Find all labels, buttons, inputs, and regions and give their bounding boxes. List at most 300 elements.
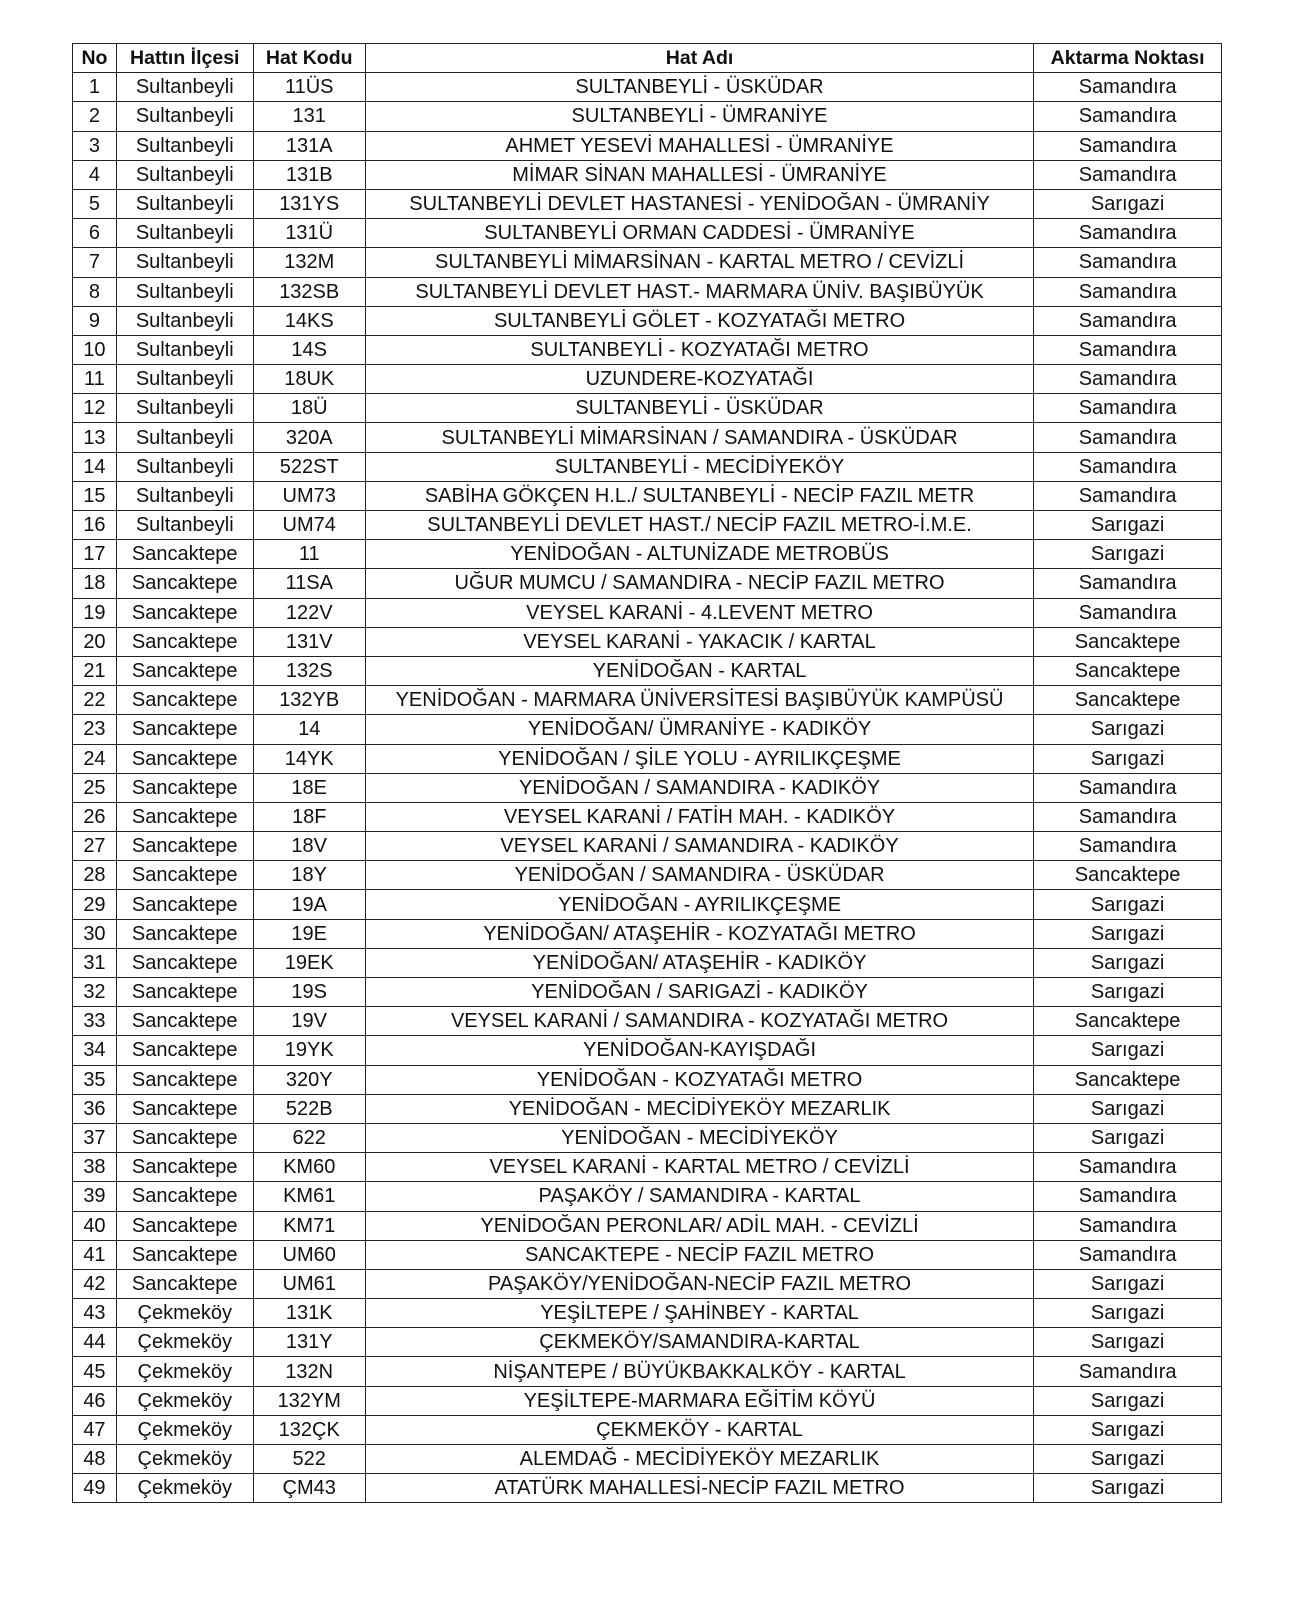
cell-line-code: 131Ü bbox=[253, 219, 365, 248]
table-row bbox=[73, 861, 1222, 890]
cell-line-name: YENİDOĞAN - MECİDİYEKÖY MEZARLIK bbox=[365, 1094, 1033, 1123]
cell-transfer-point: Sarıgazi bbox=[1034, 189, 1222, 218]
cell-district: Sancaktepe bbox=[116, 686, 253, 715]
cell-no: 45 bbox=[73, 1357, 117, 1386]
header-transfer-point: Aktarma Noktası bbox=[1034, 44, 1222, 73]
cell-district: Sultanbeyli bbox=[116, 365, 253, 394]
cell-district: Sultanbeyli bbox=[116, 160, 253, 189]
cell-no: 31 bbox=[73, 948, 117, 977]
cell-transfer-point: Sancaktepe bbox=[1034, 686, 1222, 715]
cell-line-name: YENİDOĞAN-KAYIŞDAĞI bbox=[365, 1036, 1033, 1065]
cell-transfer-point: Sarıgazi bbox=[1034, 1328, 1222, 1357]
table-row bbox=[73, 890, 1222, 919]
table-row bbox=[73, 335, 1222, 364]
cell-district: Sultanbeyli bbox=[116, 511, 253, 540]
cell-transfer-point: Samandıra bbox=[1034, 248, 1222, 277]
cell-line-name: YENİDOĞAN - AYRILIKÇEŞME bbox=[365, 890, 1033, 919]
cell-no: 47 bbox=[73, 1415, 117, 1444]
cell-district: Sancaktepe bbox=[116, 1269, 253, 1298]
cell-transfer-point: Sancaktepe bbox=[1034, 656, 1222, 685]
table-header-row bbox=[73, 44, 1222, 73]
cell-transfer-point: Sarıgazi bbox=[1034, 948, 1222, 977]
cell-line-name: VEYSEL KARANİ - 4.LEVENT METRO bbox=[365, 598, 1033, 627]
cell-line-name: SABİHA GÖKÇEN H.L./ SULTANBEYLİ - NECİP FAZIL METR bbox=[365, 481, 1033, 510]
cell-line-code: 18Ü bbox=[253, 394, 365, 423]
cell-line-name: VEYSEL KARANİ - KARTAL METRO / CEVİZLİ bbox=[365, 1153, 1033, 1182]
cell-district: Sancaktepe bbox=[116, 1153, 253, 1182]
cell-line-name: SULTANBEYLİ - ÜSKÜDAR bbox=[365, 394, 1033, 423]
cell-line-name: YEŞİLTEPE-MARMARA EĞİTİM KÖYÜ bbox=[365, 1386, 1033, 1415]
cell-line-name: PAŞAKÖY/YENİDOĞAN-NECİP FAZIL METRO bbox=[365, 1269, 1033, 1298]
cell-transfer-point: Samandıra bbox=[1034, 569, 1222, 598]
cell-no: 40 bbox=[73, 1211, 117, 1240]
cell-district: Sancaktepe bbox=[116, 715, 253, 744]
cell-line-name: YENİDOĞAN PERONLAR/ ADİL MAH. - CEVİZLİ bbox=[365, 1211, 1033, 1240]
cell-line-name: YENİDOĞAN - KARTAL bbox=[365, 656, 1033, 685]
cell-line-code: UM61 bbox=[253, 1269, 365, 1298]
cell-transfer-point: Sarıgazi bbox=[1034, 715, 1222, 744]
table-row bbox=[73, 686, 1222, 715]
cell-line-name: YENİDOĞAN - MECİDİYEKÖY bbox=[365, 1123, 1033, 1152]
table-row bbox=[73, 1269, 1222, 1298]
cell-transfer-point: Sancaktepe bbox=[1034, 861, 1222, 890]
cell-line-code: 18E bbox=[253, 773, 365, 802]
cell-line-code: 522 bbox=[253, 1445, 365, 1474]
cell-district: Sancaktepe bbox=[116, 569, 253, 598]
cell-line-code: 14S bbox=[253, 335, 365, 364]
cell-no: 35 bbox=[73, 1065, 117, 1094]
cell-no: 19 bbox=[73, 598, 117, 627]
table-row bbox=[73, 160, 1222, 189]
cell-line-code: 18UK bbox=[253, 365, 365, 394]
cell-district: Sancaktepe bbox=[116, 832, 253, 861]
cell-district: Sancaktepe bbox=[116, 1036, 253, 1065]
cell-transfer-point: Samandıra bbox=[1034, 1240, 1222, 1269]
cell-line-name: YENİDOĞAN/ ATAŞEHİR - KOZYATAĞI METRO bbox=[365, 919, 1033, 948]
table-body bbox=[73, 73, 1222, 1503]
cell-transfer-point: Samandıra bbox=[1034, 394, 1222, 423]
table-row bbox=[73, 598, 1222, 627]
cell-line-name: VEYSEL KARANİ / FATİH MAH. - KADIKÖY bbox=[365, 802, 1033, 831]
cell-no: 11 bbox=[73, 365, 117, 394]
cell-line-code: 132YB bbox=[253, 686, 365, 715]
cell-line-name: PAŞAKÖY / SAMANDIRA - KARTAL bbox=[365, 1182, 1033, 1211]
cell-line-code: 131V bbox=[253, 627, 365, 656]
cell-no: 10 bbox=[73, 335, 117, 364]
cell-line-name: NİŞANTEPE / BÜYÜKBAKKALKÖY - KARTAL bbox=[365, 1357, 1033, 1386]
cell-line-code: KM60 bbox=[253, 1153, 365, 1182]
cell-no: 16 bbox=[73, 511, 117, 540]
cell-transfer-point: Sarıgazi bbox=[1034, 890, 1222, 919]
cell-district: Çekmeköy bbox=[116, 1357, 253, 1386]
cell-line-code: 14KS bbox=[253, 306, 365, 335]
table-row bbox=[73, 306, 1222, 335]
cell-transfer-point: Sarıgazi bbox=[1034, 744, 1222, 773]
table-row bbox=[73, 656, 1222, 685]
cell-line-name: ALEMDAĞ - MECİDİYEKÖY MEZARLIK bbox=[365, 1445, 1033, 1474]
cell-district: Sancaktepe bbox=[116, 861, 253, 890]
cell-no: 18 bbox=[73, 569, 117, 598]
cell-district: Çekmeköy bbox=[116, 1386, 253, 1415]
cell-district: Çekmeköy bbox=[116, 1445, 253, 1474]
cell-transfer-point: Samandıra bbox=[1034, 802, 1222, 831]
table-row bbox=[73, 627, 1222, 656]
cell-line-code: 19EK bbox=[253, 948, 365, 977]
table-row bbox=[73, 1415, 1222, 1444]
cell-no: 37 bbox=[73, 1123, 117, 1152]
cell-line-name: VEYSEL KARANİ - YAKACIK / KARTAL bbox=[365, 627, 1033, 656]
cell-line-name: SULTANBEYLİ - KOZYATAĞI METRO bbox=[365, 335, 1033, 364]
cell-transfer-point: Samandıra bbox=[1034, 1182, 1222, 1211]
cell-district: Sancaktepe bbox=[116, 1211, 253, 1240]
table-row bbox=[73, 394, 1222, 423]
cell-line-name: VEYSEL KARANİ / SAMANDIRA - KOZYATAĞI METRO bbox=[365, 1007, 1033, 1036]
table-row bbox=[73, 189, 1222, 218]
cell-no: 13 bbox=[73, 423, 117, 452]
cell-line-name: MİMAR SİNAN MAHALLESİ - ÜMRANİYE bbox=[365, 160, 1033, 189]
cell-line-code: 131A bbox=[253, 131, 365, 160]
cell-line-code: 18Y bbox=[253, 861, 365, 890]
cell-no: 49 bbox=[73, 1474, 117, 1503]
cell-transfer-point: Samandıra bbox=[1034, 73, 1222, 102]
cell-line-name: SULTANBEYLİ GÖLET - KOZYATAĞI METRO bbox=[365, 306, 1033, 335]
table-row bbox=[73, 919, 1222, 948]
cell-district: Çekmeköy bbox=[116, 1474, 253, 1503]
cell-line-code: 132ÇK bbox=[253, 1415, 365, 1444]
cell-line-code: 131B bbox=[253, 160, 365, 189]
cell-transfer-point: Samandıra bbox=[1034, 452, 1222, 481]
cell-no: 48 bbox=[73, 1445, 117, 1474]
cell-transfer-point: Sarıgazi bbox=[1034, 1299, 1222, 1328]
cell-no: 38 bbox=[73, 1153, 117, 1182]
cell-transfer-point: Sarıgazi bbox=[1034, 1269, 1222, 1298]
cell-no: 23 bbox=[73, 715, 117, 744]
cell-district: Sultanbeyli bbox=[116, 394, 253, 423]
cell-district: Sancaktepe bbox=[116, 773, 253, 802]
cell-transfer-point: Sancaktepe bbox=[1034, 1007, 1222, 1036]
cell-transfer-point: Samandıra bbox=[1034, 1153, 1222, 1182]
cell-line-code: 622 bbox=[253, 1123, 365, 1152]
cell-no: 2 bbox=[73, 102, 117, 131]
cell-line-code: 131K bbox=[253, 1299, 365, 1328]
cell-line-code: 11SA bbox=[253, 569, 365, 598]
cell-district: Sultanbeyli bbox=[116, 73, 253, 102]
cell-no: 46 bbox=[73, 1386, 117, 1415]
cell-line-name: YEŞİLTEPE / ŞAHİNBEY - KARTAL bbox=[365, 1299, 1033, 1328]
cell-district: Sancaktepe bbox=[116, 744, 253, 773]
header-district: Hattın İlçesi bbox=[116, 44, 253, 73]
table-row bbox=[73, 511, 1222, 540]
cell-no: 22 bbox=[73, 686, 117, 715]
cell-transfer-point: Samandıra bbox=[1034, 306, 1222, 335]
cell-transfer-point: Sancaktepe bbox=[1034, 1065, 1222, 1094]
table-row bbox=[73, 1328, 1222, 1357]
cell-transfer-point: Sarıgazi bbox=[1034, 1386, 1222, 1415]
cell-line-name: YENİDOĞAN - MARMARA ÜNİVERSİTESİ BAŞIBÜYÜK KAMPÜSÜ bbox=[365, 686, 1033, 715]
cell-line-code: 131YS bbox=[253, 189, 365, 218]
cell-district: Sultanbeyli bbox=[116, 189, 253, 218]
cell-no: 28 bbox=[73, 861, 117, 890]
cell-line-code: KM61 bbox=[253, 1182, 365, 1211]
table-row bbox=[73, 1474, 1222, 1503]
table-row bbox=[73, 773, 1222, 802]
cell-no: 4 bbox=[73, 160, 117, 189]
bus-lines-table bbox=[72, 43, 1222, 1503]
cell-transfer-point: Sarıgazi bbox=[1034, 1036, 1222, 1065]
cell-district: Sultanbeyli bbox=[116, 277, 253, 306]
cell-transfer-point: Sarıgazi bbox=[1034, 1445, 1222, 1474]
cell-transfer-point: Samandıra bbox=[1034, 365, 1222, 394]
cell-line-code: 320Y bbox=[253, 1065, 365, 1094]
cell-no: 39 bbox=[73, 1182, 117, 1211]
cell-transfer-point: Samandıra bbox=[1034, 277, 1222, 306]
cell-line-code: 14 bbox=[253, 715, 365, 744]
cell-transfer-point: Sarıgazi bbox=[1034, 1474, 1222, 1503]
table-row bbox=[73, 452, 1222, 481]
cell-no: 44 bbox=[73, 1328, 117, 1357]
cell-line-name: YENİDOĞAN - KOZYATAĞI METRO bbox=[365, 1065, 1033, 1094]
table-row bbox=[73, 1299, 1222, 1328]
cell-line-name: YENİDOĞAN/ ATAŞEHİR - KADIKÖY bbox=[365, 948, 1033, 977]
cell-district: Sancaktepe bbox=[116, 978, 253, 1007]
cell-line-code: 18V bbox=[253, 832, 365, 861]
cell-no: 25 bbox=[73, 773, 117, 802]
cell-transfer-point: Sarıgazi bbox=[1034, 511, 1222, 540]
cell-line-code: 122V bbox=[253, 598, 365, 627]
cell-district: Sultanbeyli bbox=[116, 335, 253, 364]
header-line-name: Hat Adı bbox=[365, 44, 1033, 73]
cell-line-code: 132S bbox=[253, 656, 365, 685]
cell-line-code: 132N bbox=[253, 1357, 365, 1386]
cell-line-code: 522B bbox=[253, 1094, 365, 1123]
table-row bbox=[73, 832, 1222, 861]
cell-no: 32 bbox=[73, 978, 117, 1007]
cell-district: Sancaktepe bbox=[116, 1123, 253, 1152]
cell-line-code: 19S bbox=[253, 978, 365, 1007]
cell-line-code: 522ST bbox=[253, 452, 365, 481]
cell-no: 15 bbox=[73, 481, 117, 510]
cell-line-code: 131 bbox=[253, 102, 365, 131]
cell-no: 17 bbox=[73, 540, 117, 569]
cell-transfer-point: Samandıra bbox=[1034, 598, 1222, 627]
table-row bbox=[73, 1153, 1222, 1182]
cell-line-name: SULTANBEYLİ - ÜMRANİYE bbox=[365, 102, 1033, 131]
cell-district: Çekmeköy bbox=[116, 1299, 253, 1328]
table-row bbox=[73, 978, 1222, 1007]
cell-line-code: 11 bbox=[253, 540, 365, 569]
cell-line-code: 14YK bbox=[253, 744, 365, 773]
cell-no: 42 bbox=[73, 1269, 117, 1298]
cell-line-code: 132YM bbox=[253, 1386, 365, 1415]
cell-line-name: SULTANBEYLİ - MECİDİYEKÖY bbox=[365, 452, 1033, 481]
cell-line-code: 320A bbox=[253, 423, 365, 452]
cell-no: 1 bbox=[73, 73, 117, 102]
cell-line-code: ÇM43 bbox=[253, 1474, 365, 1503]
table-row bbox=[73, 1094, 1222, 1123]
table-row bbox=[73, 1123, 1222, 1152]
cell-line-name: YENİDOĞAN/ ÜMRANİYE - KADIKÖY bbox=[365, 715, 1033, 744]
cell-line-name: UZUNDERE-KOZYATAĞI bbox=[365, 365, 1033, 394]
table-row bbox=[73, 277, 1222, 306]
cell-no: 3 bbox=[73, 131, 117, 160]
cell-transfer-point: Samandıra bbox=[1034, 423, 1222, 452]
cell-line-name: UĞUR MUMCU / SAMANDIRA - NECİP FAZIL METRO bbox=[365, 569, 1033, 598]
table-row bbox=[73, 219, 1222, 248]
table-row bbox=[73, 423, 1222, 452]
table-row bbox=[73, 365, 1222, 394]
cell-no: 8 bbox=[73, 277, 117, 306]
cell-line-code: 18F bbox=[253, 802, 365, 831]
cell-transfer-point: Sancaktepe bbox=[1034, 627, 1222, 656]
table-row bbox=[73, 1007, 1222, 1036]
cell-district: Sultanbeyli bbox=[116, 481, 253, 510]
cell-line-code: 19E bbox=[253, 919, 365, 948]
table-row bbox=[73, 802, 1222, 831]
cell-no: 36 bbox=[73, 1094, 117, 1123]
cell-district: Sultanbeyli bbox=[116, 306, 253, 335]
cell-district: Sancaktepe bbox=[116, 1182, 253, 1211]
cell-no: 7 bbox=[73, 248, 117, 277]
cell-transfer-point: Samandıra bbox=[1034, 773, 1222, 802]
table-row bbox=[73, 131, 1222, 160]
cell-line-name: SANCAKTEPE - NECİP FAZIL METRO bbox=[365, 1240, 1033, 1269]
table-row bbox=[73, 715, 1222, 744]
table-row bbox=[73, 1445, 1222, 1474]
table-row bbox=[73, 1211, 1222, 1240]
header-line-code: Hat Kodu bbox=[253, 44, 365, 73]
cell-no: 6 bbox=[73, 219, 117, 248]
cell-line-code: 11ÜS bbox=[253, 73, 365, 102]
cell-district: Sultanbeyli bbox=[116, 423, 253, 452]
table-row bbox=[73, 1036, 1222, 1065]
cell-district: Sancaktepe bbox=[116, 802, 253, 831]
cell-transfer-point: Samandıra bbox=[1034, 219, 1222, 248]
cell-district: Sultanbeyli bbox=[116, 131, 253, 160]
cell-line-name: SULTANBEYLİ MİMARSİNAN - KARTAL METRO / CEVİZLİ bbox=[365, 248, 1033, 277]
header-no: No bbox=[73, 44, 117, 73]
cell-no: 34 bbox=[73, 1036, 117, 1065]
table-row bbox=[73, 73, 1222, 102]
cell-transfer-point: Samandıra bbox=[1034, 1211, 1222, 1240]
cell-district: Çekmeköy bbox=[116, 1415, 253, 1444]
cell-no: 27 bbox=[73, 832, 117, 861]
cell-line-name: SULTANBEYLİ - ÜSKÜDAR bbox=[365, 73, 1033, 102]
cell-line-code: 132M bbox=[253, 248, 365, 277]
table-row bbox=[73, 1357, 1222, 1386]
cell-line-code: 131Y bbox=[253, 1328, 365, 1357]
cell-transfer-point: Sarıgazi bbox=[1034, 919, 1222, 948]
cell-line-code: 19A bbox=[253, 890, 365, 919]
cell-no: 20 bbox=[73, 627, 117, 656]
cell-no: 5 bbox=[73, 189, 117, 218]
cell-transfer-point: Samandıra bbox=[1034, 131, 1222, 160]
cell-no: 26 bbox=[73, 802, 117, 831]
cell-line-name: YENİDOĞAN - ALTUNİZADE METROBÜS bbox=[365, 540, 1033, 569]
cell-district: Sancaktepe bbox=[116, 1065, 253, 1094]
cell-line-name: SULTANBEYLİ DEVLET HASTANESİ - YENİDOĞAN - ÜMRANİY bbox=[365, 189, 1033, 218]
table-row bbox=[73, 481, 1222, 510]
table-row bbox=[73, 569, 1222, 598]
cell-transfer-point: Sarıgazi bbox=[1034, 1123, 1222, 1152]
cell-no: 12 bbox=[73, 394, 117, 423]
cell-district: Sancaktepe bbox=[116, 1240, 253, 1269]
table-row bbox=[73, 540, 1222, 569]
cell-transfer-point: Sarıgazi bbox=[1034, 540, 1222, 569]
cell-district: Sancaktepe bbox=[116, 1094, 253, 1123]
cell-line-code: UM74 bbox=[253, 511, 365, 540]
cell-line-code: UM73 bbox=[253, 481, 365, 510]
table-row bbox=[73, 948, 1222, 977]
cell-no: 43 bbox=[73, 1299, 117, 1328]
cell-no: 33 bbox=[73, 1007, 117, 1036]
cell-line-name: ÇEKMEKÖY/SAMANDIRA-KARTAL bbox=[365, 1328, 1033, 1357]
table-row bbox=[73, 248, 1222, 277]
cell-district: Sancaktepe bbox=[116, 1007, 253, 1036]
cell-district: Çekmeköy bbox=[116, 1328, 253, 1357]
cell-line-code: KM71 bbox=[253, 1211, 365, 1240]
cell-transfer-point: Sarıgazi bbox=[1034, 1094, 1222, 1123]
table-row bbox=[73, 1182, 1222, 1211]
cell-district: Sancaktepe bbox=[116, 948, 253, 977]
cell-transfer-point: Samandıra bbox=[1034, 102, 1222, 131]
cell-line-name: YENİDOĞAN / SARIGAZİ - KADIKÖY bbox=[365, 978, 1033, 1007]
cell-district: Sultanbeyli bbox=[116, 219, 253, 248]
cell-transfer-point: Samandıra bbox=[1034, 481, 1222, 510]
cell-transfer-point: Sarıgazi bbox=[1034, 978, 1222, 1007]
cell-line-name: ATATÜRK MAHALLESİ-NECİP FAZIL METRO bbox=[365, 1474, 1033, 1503]
table-row bbox=[73, 1065, 1222, 1094]
cell-line-name: SULTANBEYLİ DEVLET HAST.- MARMARA ÜNİV. BAŞIBÜYÜK bbox=[365, 277, 1033, 306]
cell-district: Sancaktepe bbox=[116, 540, 253, 569]
cell-no: 30 bbox=[73, 919, 117, 948]
cell-line-name: YENİDOĞAN / ŞİLE YOLU - AYRILIKÇEŞME bbox=[365, 744, 1033, 773]
cell-district: Sancaktepe bbox=[116, 598, 253, 627]
cell-transfer-point: Sarıgazi bbox=[1034, 1415, 1222, 1444]
cell-district: Sancaktepe bbox=[116, 656, 253, 685]
cell-line-code: UM60 bbox=[253, 1240, 365, 1269]
cell-transfer-point: Samandıra bbox=[1034, 335, 1222, 364]
table-row bbox=[73, 1386, 1222, 1415]
cell-no: 14 bbox=[73, 452, 117, 481]
cell-line-name: SULTANBEYLİ ORMAN CADDESİ - ÜMRANİYE bbox=[365, 219, 1033, 248]
cell-transfer-point: Samandıra bbox=[1034, 1357, 1222, 1386]
cell-line-name: SULTANBEYLİ DEVLET HAST./ NECİP FAZIL METRO-İ.M.E. bbox=[365, 511, 1033, 540]
cell-line-name: SULTANBEYLİ MİMARSİNAN / SAMANDIRA - ÜSKÜDAR bbox=[365, 423, 1033, 452]
cell-district: Sultanbeyli bbox=[116, 102, 253, 131]
cell-no: 9 bbox=[73, 306, 117, 335]
cell-line-name: YENİDOĞAN / SAMANDIRA - ÜSKÜDAR bbox=[365, 861, 1033, 890]
cell-line-code: 132SB bbox=[253, 277, 365, 306]
cell-transfer-point: Samandıra bbox=[1034, 160, 1222, 189]
cell-transfer-point: Samandıra bbox=[1034, 832, 1222, 861]
cell-line-name: AHMET YESEVİ MAHALLESİ - ÜMRANİYE bbox=[365, 131, 1033, 160]
table-row bbox=[73, 744, 1222, 773]
cell-district: Sancaktepe bbox=[116, 627, 253, 656]
cell-line-code: 19V bbox=[253, 1007, 365, 1036]
cell-district: Sancaktepe bbox=[116, 919, 253, 948]
table-row bbox=[73, 1240, 1222, 1269]
cell-district: Sancaktepe bbox=[116, 890, 253, 919]
cell-no: 29 bbox=[73, 890, 117, 919]
cell-no: 41 bbox=[73, 1240, 117, 1269]
cell-district: Sultanbeyli bbox=[116, 452, 253, 481]
table-row bbox=[73, 102, 1222, 131]
cell-district: Sultanbeyli bbox=[116, 248, 253, 277]
cell-line-name: ÇEKMEKÖY - KARTAL bbox=[365, 1415, 1033, 1444]
cell-line-name: VEYSEL KARANİ / SAMANDIRA - KADIKÖY bbox=[365, 832, 1033, 861]
cell-line-code: 19YK bbox=[253, 1036, 365, 1065]
cell-line-name: YENİDOĞAN / SAMANDIRA - KADIKÖY bbox=[365, 773, 1033, 802]
